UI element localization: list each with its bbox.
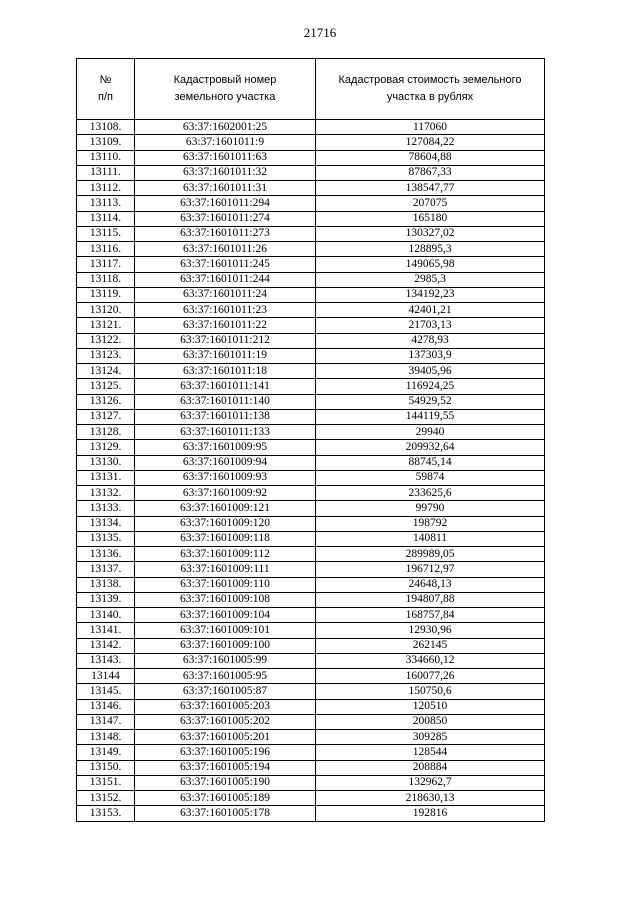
row-number: 13124. xyxy=(77,364,135,379)
cadastral-number: 63:37:1601011:141 xyxy=(135,379,316,394)
cadastral-number: 63:37:1601011:294 xyxy=(135,196,316,211)
row-number: 13150. xyxy=(77,760,135,775)
cadastral-value: 192816 xyxy=(316,806,545,821)
cadastral-number: 63:37:1601011:9 xyxy=(135,135,316,150)
cadastral-value: 134192,23 xyxy=(316,287,545,302)
cadastral-value: 198792 xyxy=(316,516,545,531)
row-number: 13115. xyxy=(77,226,135,241)
table-row xyxy=(77,211,545,226)
cadastral-value: 289989,05 xyxy=(316,547,545,562)
cadastral-number: 63:37:1601005:201 xyxy=(135,730,316,745)
table-row xyxy=(77,333,545,348)
table-row xyxy=(77,775,545,790)
row-number: 13109. xyxy=(77,135,135,150)
table-row xyxy=(77,318,545,333)
cadastral-number: 63:37:1601011:63 xyxy=(135,150,316,165)
table-row xyxy=(77,257,545,272)
table-row xyxy=(77,669,545,684)
header-num: № п/п xyxy=(77,59,135,120)
table-row xyxy=(77,181,545,196)
row-number: 13136. xyxy=(77,547,135,562)
cadastral-value: 54929,52 xyxy=(316,394,545,409)
table-row xyxy=(77,120,545,135)
cadastral-number: 63:37:1601009:108 xyxy=(135,592,316,607)
table-row xyxy=(77,287,545,302)
cadastral-value: 196712,97 xyxy=(316,562,545,577)
header-cadastral-number: Кадастровый номер земельного участка xyxy=(135,59,316,120)
row-number: 13126. xyxy=(77,394,135,409)
cadastral-number: 63:37:1601005:95 xyxy=(135,669,316,684)
row-number: 13120. xyxy=(77,303,135,318)
row-number: 13117. xyxy=(77,257,135,272)
cadastral-number: 63:37:1601005:203 xyxy=(135,699,316,714)
cadastral-value: 209932,64 xyxy=(316,440,545,455)
cadastral-number: 63:37:1601011:133 xyxy=(135,425,316,440)
table-row xyxy=(77,242,545,257)
cadastral-number: 63:37:1601009:104 xyxy=(135,608,316,623)
cadastral-value: 99790 xyxy=(316,501,545,516)
cadastral-value: 29940 xyxy=(316,425,545,440)
cadastral-number: 63:37:1601009:100 xyxy=(135,638,316,653)
cadastral-value: 138547,77 xyxy=(316,181,545,196)
cadastral-number: 63:37:1601011:31 xyxy=(135,181,316,196)
table-row xyxy=(77,592,545,607)
cadastral-value: 137303,9 xyxy=(316,348,545,363)
row-number: 13137. xyxy=(77,562,135,577)
cadastral-value: 2985,3 xyxy=(316,272,545,287)
table-row xyxy=(77,638,545,653)
header-cadastral-value: Кадастровая стоимость земельного участка в рублях xyxy=(316,59,545,120)
cadastral-number: 63:37:1601005:196 xyxy=(135,745,316,760)
cadastral-number: 63:37:1601011:274 xyxy=(135,211,316,226)
cadastral-number: 63:37:1601005:87 xyxy=(135,684,316,699)
cadastral-value: 194807,88 xyxy=(316,592,545,607)
row-number: 13129. xyxy=(77,440,135,455)
cadastral-value: 12930,96 xyxy=(316,623,545,638)
table-row xyxy=(77,531,545,546)
table-row xyxy=(77,379,545,394)
row-number: 13118. xyxy=(77,272,135,287)
cadastral-value-table xyxy=(76,58,545,822)
cadastral-number: 63:37:1601005:190 xyxy=(135,775,316,790)
row-number: 13122. xyxy=(77,333,135,348)
row-number: 13135. xyxy=(77,531,135,546)
cadastral-number: 63:37:1601009:101 xyxy=(135,623,316,638)
row-number: 13125. xyxy=(77,379,135,394)
cadastral-value: 200850 xyxy=(316,714,545,729)
table-header-row xyxy=(77,59,545,120)
table-row xyxy=(77,745,545,760)
row-number: 13148. xyxy=(77,730,135,745)
row-number: 13141. xyxy=(77,623,135,638)
row-number: 13128. xyxy=(77,425,135,440)
cadastral-number: 63:37:1601009:94 xyxy=(135,455,316,470)
cadastral-number: 63:37:1601009:110 xyxy=(135,577,316,592)
table-row xyxy=(77,760,545,775)
cadastral-number: 63:37:1601009:118 xyxy=(135,531,316,546)
cadastral-value: 140811 xyxy=(316,531,545,546)
cadastral-number: 63:37:1601011:18 xyxy=(135,364,316,379)
table-row xyxy=(77,791,545,806)
row-number: 13147. xyxy=(77,714,135,729)
table-row xyxy=(77,165,545,180)
table-row xyxy=(77,562,545,577)
cadastral-number: 63:37:1601005:189 xyxy=(135,791,316,806)
table-row xyxy=(77,348,545,363)
row-number: 13131. xyxy=(77,470,135,485)
cadastral-number: 63:37:1601011:32 xyxy=(135,165,316,180)
cadastral-number: 63:37:1601005:202 xyxy=(135,714,316,729)
cadastral-number: 63:37:1601009:95 xyxy=(135,440,316,455)
cadastral-value: 117060 xyxy=(316,120,545,135)
table-row xyxy=(77,394,545,409)
table-row xyxy=(77,470,545,485)
row-number: 13145. xyxy=(77,684,135,699)
row-number: 13123. xyxy=(77,348,135,363)
cadastral-value: 21703,13 xyxy=(316,318,545,333)
cadastral-value: 120510 xyxy=(316,699,545,714)
table-row xyxy=(77,714,545,729)
row-number: 13127. xyxy=(77,409,135,424)
row-number: 13152. xyxy=(77,791,135,806)
table-row xyxy=(77,684,545,699)
row-number: 13114. xyxy=(77,211,135,226)
cadastral-value: 149065,98 xyxy=(316,257,545,272)
table-row xyxy=(77,516,545,531)
cadastral-value: 39405,96 xyxy=(316,364,545,379)
cadastral-value: 127084,22 xyxy=(316,135,545,150)
table-row xyxy=(77,547,545,562)
table-row xyxy=(77,226,545,241)
row-number: 13149. xyxy=(77,745,135,760)
cadastral-value: 128895,3 xyxy=(316,242,545,257)
cadastral-number: 63:37:1601011:23 xyxy=(135,303,316,318)
cadastral-number: 63:37:1601009:93 xyxy=(135,470,316,485)
cadastral-value: 132962,7 xyxy=(316,775,545,790)
cadastral-value: 116924,25 xyxy=(316,379,545,394)
row-number: 13138. xyxy=(77,577,135,592)
table-row xyxy=(77,577,545,592)
cadastral-number: 63:37:1601011:212 xyxy=(135,333,316,348)
table-row xyxy=(77,409,545,424)
row-number: 13132. xyxy=(77,486,135,501)
table-row xyxy=(77,272,545,287)
cadastral-value: 160077,26 xyxy=(316,669,545,684)
cadastral-value: 88745,14 xyxy=(316,455,545,470)
cadastral-value: 87867,33 xyxy=(316,165,545,180)
cadastral-number: 63:37:1601009:111 xyxy=(135,562,316,577)
row-number: 13108. xyxy=(77,120,135,135)
row-number: 13116. xyxy=(77,242,135,257)
table-row xyxy=(77,303,545,318)
cadastral-value: 309285 xyxy=(316,730,545,745)
cadastral-number: 63:37:1602001:25 xyxy=(135,120,316,135)
cadastral-number: 63:37:1601009:120 xyxy=(135,516,316,531)
row-number: 13121. xyxy=(77,318,135,333)
row-number: 13142. xyxy=(77,638,135,653)
row-number: 13119. xyxy=(77,287,135,302)
cadastral-value: 262145 xyxy=(316,638,545,653)
row-number: 13110. xyxy=(77,150,135,165)
cadastral-number: 63:37:1601005:99 xyxy=(135,653,316,668)
row-number: 13143. xyxy=(77,653,135,668)
cadastral-value: 130327,02 xyxy=(316,226,545,241)
cadastral-number: 63:37:1601009:92 xyxy=(135,486,316,501)
cadastral-value: 233625,6 xyxy=(316,486,545,501)
row-number: 13151. xyxy=(77,775,135,790)
row-number: 13139. xyxy=(77,592,135,607)
cadastral-value: 4278,93 xyxy=(316,333,545,348)
table-row xyxy=(77,699,545,714)
cadastral-value: 207075 xyxy=(316,196,545,211)
table-row xyxy=(77,608,545,623)
cadastral-number: 63:37:1601011:273 xyxy=(135,226,316,241)
row-number: 13112. xyxy=(77,181,135,196)
cadastral-value: 168757,84 xyxy=(316,608,545,623)
cadastral-number: 63:37:1601009:121 xyxy=(135,501,316,516)
table-row xyxy=(77,150,545,165)
cadastral-value: 128544 xyxy=(316,745,545,760)
cadastral-number: 63:37:1601011:22 xyxy=(135,318,316,333)
row-number: 13146. xyxy=(77,699,135,714)
cadastral-value: 59874 xyxy=(316,470,545,485)
cadastral-number: 63:37:1601011:140 xyxy=(135,394,316,409)
cadastral-value: 150750,6 xyxy=(316,684,545,699)
row-number: 13144 xyxy=(77,669,135,684)
cadastral-value: 208884 xyxy=(316,760,545,775)
cadastral-number: 63:37:1601011:19 xyxy=(135,348,316,363)
cadastral-value: 218630,13 xyxy=(316,791,545,806)
row-number: 13111. xyxy=(77,165,135,180)
cadastral-value: 24648,13 xyxy=(316,577,545,592)
table-row xyxy=(77,135,545,150)
cadastral-number: 63:37:1601011:244 xyxy=(135,272,316,287)
table-row xyxy=(77,806,545,821)
cadastral-number: 63:37:1601011:245 xyxy=(135,257,316,272)
row-number: 13133. xyxy=(77,501,135,516)
cadastral-number: 63:37:1601011:138 xyxy=(135,409,316,424)
cadastral-value: 42401,21 xyxy=(316,303,545,318)
cadastral-number: 63:37:1601005:178 xyxy=(135,806,316,821)
row-number: 13113. xyxy=(77,196,135,211)
row-number: 13140. xyxy=(77,608,135,623)
table-row xyxy=(77,501,545,516)
row-number: 13134. xyxy=(77,516,135,531)
cadastral-value: 144119,55 xyxy=(316,409,545,424)
row-number: 13153. xyxy=(77,806,135,821)
table-row xyxy=(77,425,545,440)
table-row xyxy=(77,730,545,745)
cadastral-number: 63:37:1601011:24 xyxy=(135,287,316,302)
table-row xyxy=(77,196,545,211)
cadastral-number: 63:37:1601009:112 xyxy=(135,547,316,562)
table-row xyxy=(77,440,545,455)
cadastral-value: 334660,12 xyxy=(316,653,545,668)
table-row xyxy=(77,623,545,638)
table-row xyxy=(77,455,545,470)
cadastral-value: 78604,88 xyxy=(316,150,545,165)
cadastral-number: 63:37:1601011:26 xyxy=(135,242,316,257)
row-number: 13130. xyxy=(77,455,135,470)
table-row xyxy=(77,364,545,379)
table-row xyxy=(77,486,545,501)
cadastral-number: 63:37:1601005:194 xyxy=(135,760,316,775)
cadastral-value: 165180 xyxy=(316,211,545,226)
table-row xyxy=(77,653,545,668)
page-number: 21716 xyxy=(303,25,337,40)
